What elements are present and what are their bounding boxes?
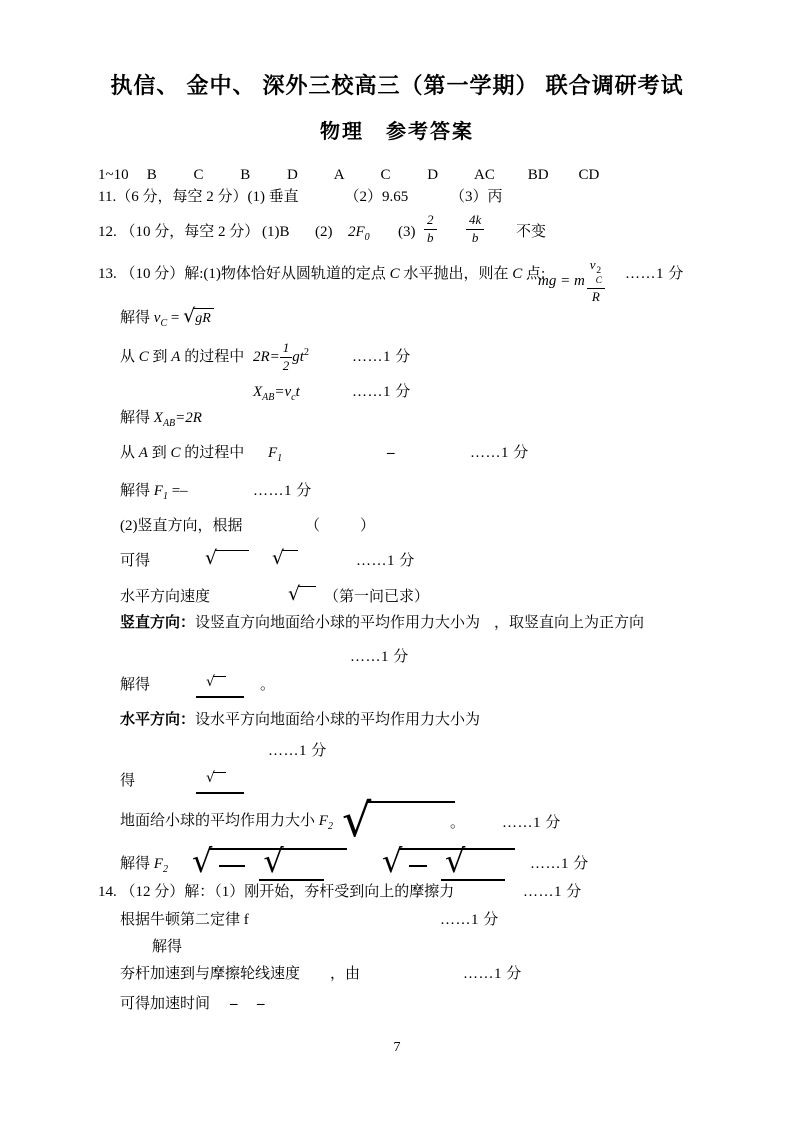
variable: C bbox=[170, 445, 181, 461]
fraction-1-over-2 bbox=[280, 341, 293, 374]
horizontal-direction-line bbox=[120, 710, 480, 730]
answer-choice: D bbox=[287, 167, 298, 183]
solve-label: 解得 bbox=[120, 856, 154, 872]
speed-line bbox=[120, 964, 522, 984]
text: 设水平方向地面给小球的平均作用力大小为 bbox=[195, 712, 481, 728]
radical-bar bbox=[367, 801, 455, 839]
minus-fragment: – bbox=[230, 996, 238, 1012]
solve-label: 解得 bbox=[120, 483, 154, 499]
newton-line bbox=[120, 910, 499, 930]
score-mark: ……1 分 bbox=[625, 266, 684, 282]
fraction-bar-fragment bbox=[219, 859, 245, 867]
variable-C: C bbox=[389, 266, 400, 282]
text: 从 bbox=[120, 349, 139, 365]
radical-bar bbox=[282, 550, 298, 564]
solve-label: 解得 bbox=[120, 410, 154, 426]
radical-blank bbox=[272, 549, 298, 568]
numerator bbox=[587, 258, 605, 289]
coefficient: 2F bbox=[348, 224, 365, 240]
subscript: 1 bbox=[162, 491, 168, 502]
radical-bar bbox=[298, 586, 316, 600]
equation-pre: 2R= bbox=[253, 348, 280, 365]
variable: C bbox=[138, 349, 149, 365]
speed-text: 夯杆加速到与摩擦轮线速度 bbox=[120, 966, 301, 982]
solve-xab-line bbox=[120, 408, 202, 434]
paren-open: （ bbox=[305, 518, 321, 534]
answer-choice: C bbox=[380, 167, 391, 183]
answer-choice: B bbox=[240, 167, 251, 183]
equation-rest: =2R bbox=[175, 410, 202, 426]
de-label: 得 bbox=[120, 773, 136, 789]
accel-time-line bbox=[120, 994, 265, 1014]
process-a-to-c-line bbox=[120, 443, 529, 464]
process-text bbox=[120, 445, 244, 461]
solve-label: 解得 bbox=[152, 939, 183, 955]
text: 从 bbox=[120, 445, 139, 461]
variable-F: F bbox=[318, 813, 328, 829]
q12-answer-unchanged: 不变 bbox=[516, 224, 547, 240]
radical-icon: √ bbox=[206, 770, 215, 786]
solve-label: 解得 bbox=[120, 677, 151, 693]
score-mark: ……1 分 bbox=[253, 483, 312, 499]
page-subtitle: 物理 参考答案 bbox=[320, 121, 474, 143]
answer-choice: AC bbox=[474, 167, 495, 183]
radical-bar bbox=[281, 848, 312, 876]
denominator: b bbox=[427, 229, 434, 245]
page-title: 执信、 金中、 深外三校高三（第一学期） 联合调研考试 bbox=[110, 73, 684, 98]
answer-choice: CD bbox=[578, 167, 600, 183]
minus-fragment: – bbox=[257, 996, 265, 1012]
variable-F: F bbox=[153, 483, 163, 499]
q11-stem: 11.（6 分，每空 2 分）(1) 垂直 bbox=[98, 189, 299, 205]
numerator: 2 bbox=[424, 213, 437, 230]
q12-answer-3-label: (3) bbox=[398, 224, 416, 240]
equation-rest: =– bbox=[167, 483, 188, 499]
solve-f1-line bbox=[120, 481, 312, 507]
q14-intro: 14. （12 分）解：（1）刚开始，夯杆受到向上的摩擦力 bbox=[98, 884, 455, 900]
score-mark: ……1 分 bbox=[356, 553, 415, 569]
fraction-2-over-b bbox=[424, 213, 437, 246]
radical-bar bbox=[213, 676, 226, 685]
radicand: gR bbox=[193, 308, 214, 329]
radical-icon: √ bbox=[206, 674, 215, 690]
radical-blank bbox=[205, 549, 249, 568]
subscript: c bbox=[291, 392, 296, 403]
process-text bbox=[120, 347, 244, 367]
radical-icon: √ bbox=[263, 842, 284, 880]
text: 设竖直方向地面给小球的平均作用力大小为 bbox=[195, 615, 481, 631]
q13-intro-text bbox=[98, 264, 545, 284]
radical-expression-blank bbox=[382, 842, 515, 880]
radical-bar bbox=[209, 842, 347, 880]
equation-fall bbox=[253, 341, 309, 374]
text: 的过程中 bbox=[180, 445, 245, 461]
equation-xab bbox=[253, 382, 300, 408]
page-number: 7 bbox=[393, 1040, 401, 1055]
score-mark: ……1 分 bbox=[352, 349, 411, 365]
jiede-line bbox=[152, 937, 182, 957]
variable-F: F bbox=[153, 856, 163, 872]
fraction-vc2-over-R bbox=[587, 258, 605, 305]
subscript: 2 bbox=[327, 821, 333, 832]
note: （第一问已求） bbox=[324, 589, 430, 605]
q11-answer-2: （2）9.65 bbox=[344, 189, 409, 205]
radical-bar bbox=[215, 550, 249, 564]
underlined-blank bbox=[196, 670, 244, 698]
score-mark: ……1 分 bbox=[470, 445, 529, 461]
minus-fragment: – bbox=[387, 445, 395, 461]
period: 。 bbox=[450, 815, 466, 831]
denominator: R bbox=[591, 288, 600, 304]
text-with-f2 bbox=[120, 811, 333, 837]
sqrt-gR bbox=[183, 307, 214, 329]
radical-blank bbox=[263, 842, 311, 880]
text: 13. （10 分）解:(1)物体恰好从圆轨道的定点 bbox=[98, 266, 390, 282]
radical-icon: √ bbox=[192, 842, 213, 880]
variable-t: t bbox=[295, 384, 300, 400]
answer-choice: A bbox=[333, 167, 345, 183]
label: 水平方向速度 bbox=[120, 589, 211, 605]
numerator: 4k bbox=[466, 213, 484, 230]
text: 水平抛出，则在 bbox=[399, 266, 513, 282]
label-with-f2 bbox=[120, 854, 168, 880]
score-mark: ……1 分 bbox=[350, 649, 409, 665]
equals-v: =v bbox=[274, 384, 292, 400]
text: 到 bbox=[147, 445, 171, 461]
paren-close: ） bbox=[360, 518, 376, 534]
score-mark: ……1 分 bbox=[463, 966, 522, 982]
q12-stem: 12. （10 分，每空 2 分） bbox=[98, 224, 260, 240]
radical-icon: √ bbox=[183, 305, 196, 327]
denominator: 2 bbox=[282, 357, 290, 373]
part2-line bbox=[120, 516, 376, 536]
text: 的过程中 bbox=[180, 349, 245, 365]
answer-choice: B bbox=[146, 167, 157, 183]
answer-choice: BD bbox=[527, 167, 549, 183]
equation-mg bbox=[538, 258, 605, 305]
kede-label: 可得 bbox=[120, 553, 151, 569]
section-head: 水平方向： bbox=[120, 711, 196, 728]
q12-answer-2-label: (2) bbox=[315, 224, 333, 240]
answer-row-1-10 bbox=[98, 165, 622, 185]
text: 到 bbox=[148, 349, 172, 365]
superscript: 2 bbox=[303, 346, 309, 358]
q11-answer-3: （3）丙 bbox=[449, 189, 503, 205]
radical-bar bbox=[399, 842, 515, 880]
then-text: ，由 bbox=[330, 966, 361, 982]
vertical-direction-line bbox=[120, 613, 644, 633]
radical-icon: √ bbox=[342, 793, 372, 847]
superscript: 2 bbox=[596, 266, 602, 276]
radical-expression-blank bbox=[192, 842, 347, 880]
radical-icon: √ bbox=[445, 842, 466, 880]
subscript: 2 bbox=[162, 864, 168, 875]
variable-X: X bbox=[253, 384, 263, 400]
solve-vc-line bbox=[120, 307, 214, 334]
q14-intro-line bbox=[98, 882, 582, 902]
newton-text: 根据牛顿第二定律 f bbox=[120, 912, 249, 928]
range-label: 1~10 bbox=[98, 167, 129, 183]
equals: = bbox=[167, 310, 184, 326]
part2-text: (2)竖直方向，根据 bbox=[120, 518, 243, 534]
fraction-bar-fragment bbox=[409, 859, 427, 867]
subscript: AB bbox=[162, 418, 176, 429]
variable-X: X bbox=[153, 410, 163, 426]
radical-icon: √ bbox=[272, 547, 285, 569]
subscript: C bbox=[595, 275, 602, 286]
equation-post: gt bbox=[292, 348, 304, 365]
variable: A bbox=[171, 349, 181, 365]
radical-blank-tall bbox=[342, 793, 455, 847]
radical-bar bbox=[462, 848, 493, 876]
equation-lhs: mg = m bbox=[538, 272, 585, 289]
variable-F: F bbox=[268, 445, 278, 461]
radical-icon: √ bbox=[288, 583, 301, 605]
score-mark: ……1 分 bbox=[352, 384, 411, 400]
answer-choice: D bbox=[427, 167, 439, 183]
text: 点: bbox=[522, 266, 546, 282]
section-head: 竖直方向： bbox=[120, 614, 196, 631]
period: 。 bbox=[260, 677, 276, 693]
variable-v: v bbox=[153, 310, 161, 326]
score-mark: ……1 分 bbox=[530, 856, 589, 872]
numerator: 1 bbox=[280, 341, 293, 358]
variable: A bbox=[138, 445, 148, 461]
answer-choice: C bbox=[193, 167, 204, 183]
text: 地面给小球的平均作用力大小 bbox=[120, 813, 319, 829]
nested-radical-fragment bbox=[259, 842, 323, 881]
q11-answer-line bbox=[98, 187, 502, 207]
subscript: 0 bbox=[364, 232, 370, 243]
radical-blank bbox=[445, 842, 493, 880]
subscript: 1 bbox=[277, 453, 283, 464]
underlined-blank bbox=[196, 766, 244, 794]
text-tail: ，取竖直向上为正方向 bbox=[494, 615, 645, 631]
sup-sub-stack bbox=[596, 267, 602, 287]
variable-v: v bbox=[589, 257, 596, 272]
radical-icon: √ bbox=[205, 547, 218, 569]
nested-radical-fragment bbox=[441, 842, 505, 881]
score-mark: ……1 分 bbox=[268, 743, 327, 759]
force-F1 bbox=[268, 443, 282, 469]
q12-answer-2-value bbox=[348, 222, 370, 248]
denominator: b bbox=[471, 229, 479, 245]
score-mark: ……1 分 bbox=[502, 815, 561, 831]
subscript: C bbox=[160, 318, 168, 329]
radical-bar bbox=[213, 772, 226, 781]
radical-blank bbox=[288, 585, 316, 604]
score-mark: ……1 分 bbox=[523, 884, 582, 900]
solve-label: 解得 bbox=[120, 310, 154, 326]
radical-icon: √ bbox=[382, 842, 403, 880]
q12-answer-1: (1)B bbox=[262, 224, 290, 240]
radical-blank bbox=[206, 675, 226, 689]
subscript: AB bbox=[262, 392, 275, 403]
accel-text: 可得加速时间 bbox=[120, 996, 211, 1012]
score-mark: ……1 分 bbox=[440, 912, 499, 928]
fraction-4k-over-b bbox=[466, 213, 484, 246]
variable-C: C bbox=[512, 266, 523, 282]
radical-blank bbox=[206, 771, 226, 785]
